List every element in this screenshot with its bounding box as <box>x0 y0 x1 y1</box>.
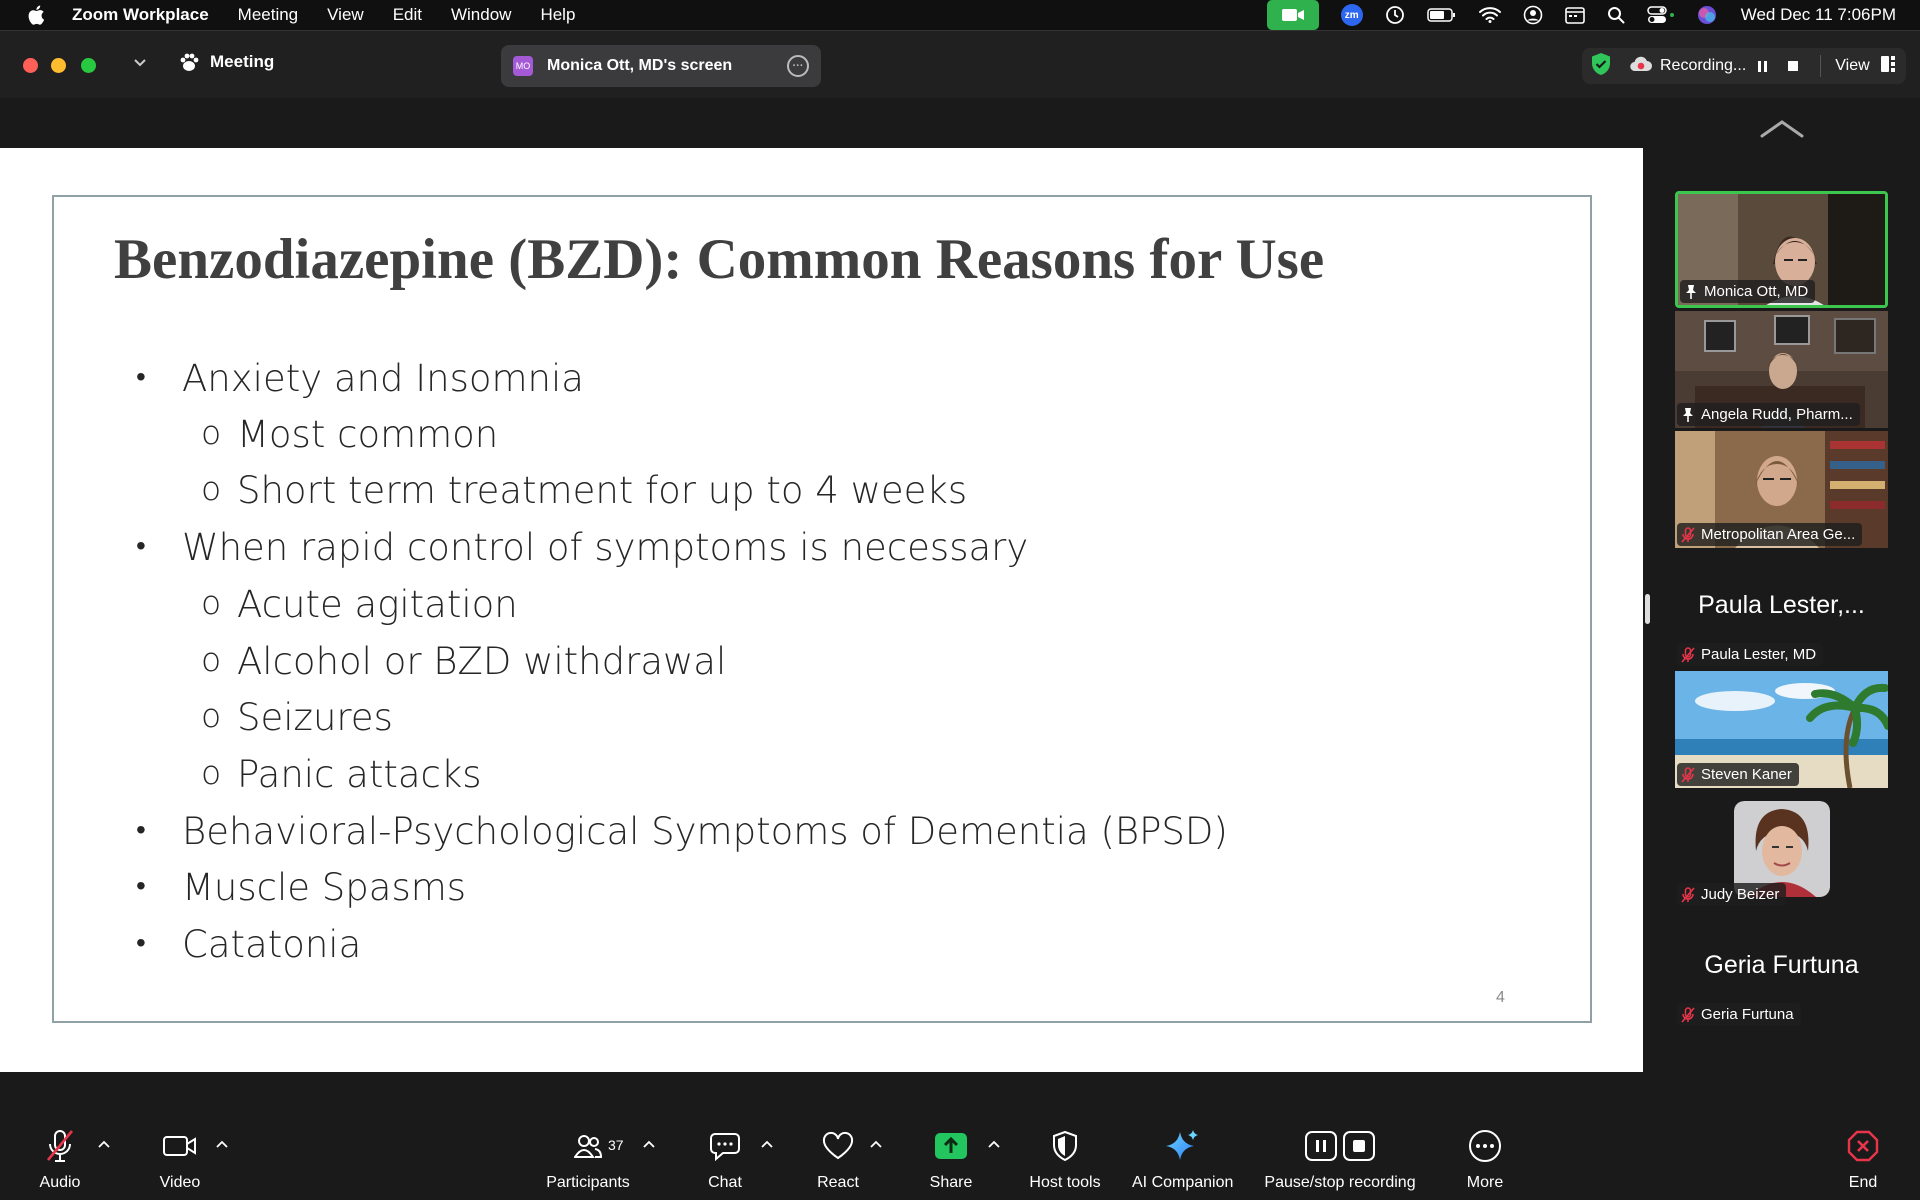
muted-mic-icon <box>1681 527 1695 543</box>
video-button[interactable] <box>150 1072 210 1200</box>
participant-name: Geria Furtuna <box>1701 1006 1794 1023</box>
bullet-text: Panic attacks <box>237 753 482 796</box>
participant-tile[interactable] <box>1675 431 1888 548</box>
bullet-text: Short term treatment for up to 4 weeks <box>237 469 968 512</box>
participant-tile[interactable] <box>1675 791 1888 908</box>
participants-label: Participants <box>546 1174 630 1191</box>
chat-bubble-icon <box>695 1128 755 1164</box>
screen-share-tab-label: Monica Ott, MD's screen <box>547 57 733 74</box>
participant-tile[interactable] <box>1675 191 1888 308</box>
bullet-marker: • <box>136 869 146 902</box>
participant-label <box>1677 403 1860 426</box>
participant-display-name: Paula Lester,... <box>1698 591 1865 619</box>
bullet-text: When rapid control of symptoms is necessary <box>182 526 1029 569</box>
participant-tile[interactable] <box>1675 551 1888 668</box>
more-dots-icon <box>1455 1128 1515 1164</box>
bullet-marker: • <box>136 813 146 846</box>
sub-bullet-marker: o <box>201 696 222 735</box>
participant-tile[interactable] <box>1675 911 1888 1028</box>
sub-bullet-marker: o <box>201 753 222 792</box>
end-label: End <box>1848 1174 1878 1191</box>
slide-sub-bullet <box>201 753 482 796</box>
slide-bullet <box>136 357 584 400</box>
muted-mic-icon <box>1681 767 1695 783</box>
participant-label <box>1677 523 1862 546</box>
bullet-text: Anxiety and Insomnia <box>182 357 584 400</box>
macos-menu-bar <box>0 0 1920 30</box>
host-tools-button[interactable] <box>1029 1072 1101 1200</box>
slide-frame <box>52 195 1592 1023</box>
bullet-text: Behavioral-Psychological Symptoms of Dementia (BPSD) <box>182 810 1228 853</box>
video-camera-icon <box>150 1128 210 1164</box>
bullet-marker: • <box>136 926 146 959</box>
video-options-chevron-icon[interactable] <box>216 1136 228 1154</box>
pin-icon <box>1684 284 1698 300</box>
muted-mic-icon <box>1681 1007 1695 1023</box>
view-button[interactable]: View <box>1835 57 1870 74</box>
slide-title: Benzodiazepine (BZD): Common Reasons for Use <box>114 228 1325 291</box>
participants-options-chevron-icon[interactable] <box>643 1136 655 1154</box>
participants-button[interactable] <box>546 1072 630 1200</box>
presenter-avatar: MO <box>513 56 533 76</box>
meeting-controls-toolbar <box>0 1072 1920 1200</box>
more-options-icon[interactable]: ··· <box>787 55 809 77</box>
ai-companion-button[interactable] <box>1132 1072 1234 1200</box>
chevron-down-icon[interactable] <box>133 55 147 74</box>
bullet-marker: • <box>136 529 146 562</box>
share-screen-icon <box>921 1128 981 1164</box>
window-minimize-button[interactable] <box>51 58 66 73</box>
apple-icon[interactable] <box>26 5 46 25</box>
spotlight-search-icon[interactable] <box>1607 6 1625 24</box>
meeting-stage <box>0 98 1920 1072</box>
end-x-icon <box>1833 1128 1893 1164</box>
menu-bar-clock[interactable]: Wed Dec 11 7:06PM <box>1740 5 1896 24</box>
bullet-text: Muscle Spasms <box>182 866 467 909</box>
participant-label <box>1677 1003 1801 1026</box>
participant-display-name: Geria Furtuna <box>1704 951 1859 979</box>
participant-label <box>1677 763 1799 786</box>
participant-tile[interactable] <box>1675 671 1888 788</box>
participant-label <box>1677 883 1786 906</box>
pause-recording-icon[interactable] <box>1758 61 1770 72</box>
participants-count: 37 <box>608 1137 624 1153</box>
battery-icon[interactable] <box>1427 7 1457 23</box>
bullet-text: Alcohol or BZD withdrawal <box>237 640 727 683</box>
share-label: Share <box>929 1174 973 1191</box>
shield-icon <box>1035 1128 1095 1164</box>
slide-sub-bullet <box>201 640 727 683</box>
share-button[interactable] <box>921 1072 981 1200</box>
ai-companion-label: AI Companion <box>1132 1174 1234 1191</box>
encryption-shield-icon[interactable] <box>1590 52 1612 81</box>
slide-bullet <box>136 923 362 966</box>
chat-options-chevron-icon[interactable] <box>761 1136 773 1154</box>
wifi-icon[interactable] <box>1479 7 1501 23</box>
participant-label <box>1677 643 1823 666</box>
control-center-icon[interactable] <box>1647 6 1675 24</box>
window-close-button[interactable] <box>23 58 38 73</box>
time-machine-icon[interactable] <box>1385 5 1405 25</box>
participant-name: Judy Beizer <box>1701 886 1780 903</box>
chat-label: Chat <box>708 1174 742 1191</box>
end-meeting-button[interactable] <box>1833 1072 1893 1200</box>
zoom-title-bar <box>0 30 1920 98</box>
audio-options-chevron-icon[interactable] <box>98 1136 110 1154</box>
paw-icon <box>178 51 200 73</box>
more-button[interactable] <box>1455 1072 1515 1200</box>
slide-bullet <box>136 526 1029 569</box>
menu-view[interactable]: View <box>327 5 364 24</box>
recording-label: Recording... <box>1660 57 1747 74</box>
participant-name: Monica Ott, MD <box>1704 283 1809 300</box>
pause-stop-icon <box>1300 1128 1380 1164</box>
participant-name: Metropolitan Area Ge... <box>1701 526 1856 543</box>
audio-button[interactable] <box>30 1072 90 1200</box>
slide-sub-bullet <box>201 469 968 512</box>
sub-bullet-marker: o <box>201 583 222 622</box>
sub-bullet-marker: o <box>201 413 222 452</box>
shared-screen[interactable] <box>0 148 1643 1072</box>
divider <box>1820 55 1821 77</box>
menu-edit[interactable]: Edit <box>392 5 422 24</box>
bullet-marker: • <box>136 360 146 393</box>
meeting-info-button[interactable] <box>178 51 274 73</box>
more-label: More <box>1466 1174 1504 1191</box>
react-button[interactable] <box>808 1072 868 1200</box>
react-options-chevron-icon[interactable] <box>870 1136 882 1154</box>
slide-page-number: 4 <box>1496 989 1505 1006</box>
slide-bullet <box>136 810 1228 853</box>
participant-tile[interactable] <box>1675 311 1888 428</box>
window-fullscreen-button[interactable] <box>81 58 96 73</box>
muted-mic-icon <box>30 1128 90 1164</box>
chat-button[interactable] <box>695 1072 755 1200</box>
audio-label: Audio <box>39 1174 81 1191</box>
slide-sub-bullet <box>201 583 518 626</box>
bullet-text: Seizures <box>237 696 393 739</box>
participant-name: Paula Lester, MD <box>1701 646 1817 663</box>
slide-sub-bullet <box>201 413 499 456</box>
share-options-chevron-icon[interactable] <box>988 1136 1000 1154</box>
menu-meeting[interactable]: Meeting <box>237 5 299 24</box>
pause-stop-recording-button[interactable] <box>1264 1072 1416 1200</box>
sub-bullet-marker: o <box>201 469 222 508</box>
ai-sparkle-icon <box>1152 1128 1212 1164</box>
pin-icon <box>1681 407 1695 423</box>
participant-name: Angela Rudd, Pharm... <box>1701 406 1853 423</box>
recording-status-pill <box>1582 48 1906 84</box>
sub-bullet-marker: o <box>201 640 222 679</box>
muted-mic-icon <box>1681 647 1695 663</box>
pause-stop-recording-label: Pause/stop recording <box>1264 1174 1416 1191</box>
stop-recording-icon[interactable] <box>1788 61 1798 71</box>
camera-in-use-icon[interactable] <box>1267 0 1319 30</box>
gallery-scroll-up-icon[interactable] <box>1758 118 1806 145</box>
siri-icon[interactable] <box>1697 5 1717 25</box>
menu-help[interactable]: Help <box>540 5 576 24</box>
meeting-label: Meeting <box>210 52 275 71</box>
screen-share-tab[interactable] <box>501 45 821 87</box>
participant-name: Steven Kaner <box>1701 766 1792 783</box>
react-label: React <box>817 1174 859 1191</box>
panel-resize-handle[interactable] <box>1645 594 1650 624</box>
bullet-text: Catatonia <box>182 923 362 966</box>
menu-app-name[interactable]: Zoom Workplace <box>72 5 209 24</box>
muted-mic-icon <box>1681 887 1695 903</box>
slide-bullet <box>136 866 467 909</box>
user-account-icon[interactable] <box>1523 5 1543 25</box>
heart-icon <box>808 1128 868 1164</box>
zoom-status-icon[interactable]: zm <box>1341 4 1363 26</box>
video-label: Video <box>159 1174 201 1191</box>
bullet-text: Acute agitation <box>237 583 518 626</box>
calendar-icon[interactable] <box>1565 6 1585 24</box>
cloud-recording-icon <box>1630 56 1652 77</box>
host-tools-label: Host tools <box>1029 1174 1101 1191</box>
menu-window[interactable]: Window <box>450 5 512 24</box>
gallery-layout-icon[interactable] <box>1880 55 1896 78</box>
participant-label <box>1680 280 1815 303</box>
slide-sub-bullet <box>201 696 393 739</box>
bullet-text: Most common <box>237 413 499 456</box>
